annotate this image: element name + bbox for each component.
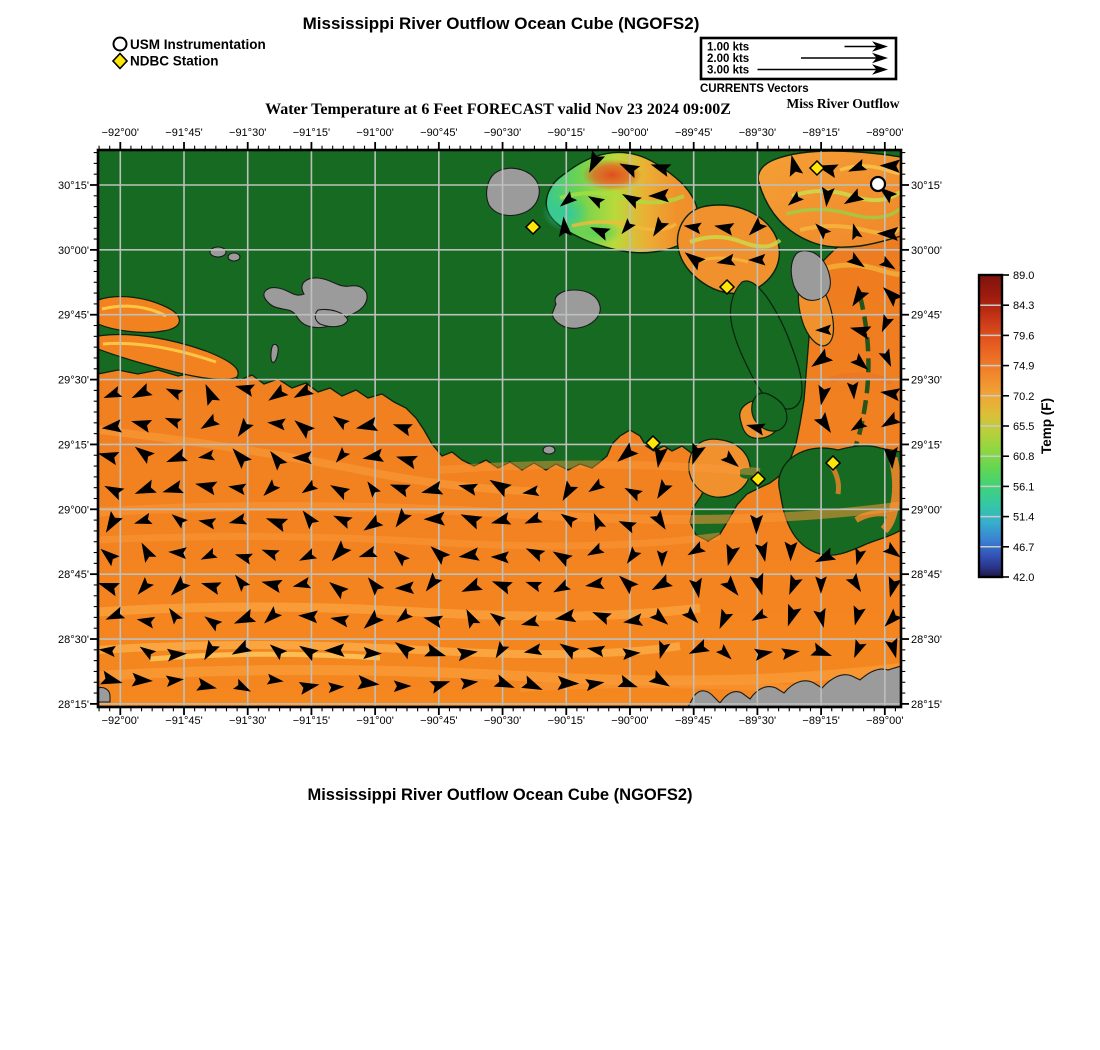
x-tick-label-top: −92°00' xyxy=(101,127,140,139)
vector-legend xyxy=(700,38,896,95)
x-tick-label-top: −90°30' xyxy=(483,127,522,139)
y-tick-label-right: 28°15' xyxy=(911,698,942,711)
colorbar xyxy=(979,270,1054,584)
x-tick-label-top: −91°15' xyxy=(292,127,331,139)
x-tick-label-bottom: −90°45' xyxy=(420,715,458,727)
x-tick-label-bottom: −91°15' xyxy=(292,715,331,727)
colorbar-tick-label: 42.0 xyxy=(1013,572,1035,584)
page-title: Mississippi River Outflow Ocean Cube (NGOFS2) xyxy=(302,14,700,33)
x-tick-label-top: −90°15' xyxy=(547,127,585,139)
vector-legend-arrows xyxy=(758,41,889,75)
colorbar-tick-label: 46.7 xyxy=(1013,541,1035,554)
map-canvas xyxy=(96,150,905,707)
y-tick-label-right: 30°00' xyxy=(911,244,942,257)
x-tick-label-top: −90°00' xyxy=(611,127,649,139)
colorbar-tick-label: 79.6 xyxy=(1013,330,1035,343)
y-tick-label-left: 28°45' xyxy=(58,569,89,582)
x-tick-label-bottom: −92°00' xyxy=(101,715,140,727)
x-tick-label-top: −90°45' xyxy=(420,127,458,139)
y-tick-label-right: 28°30' xyxy=(911,634,942,647)
y-tick-label-right: 30°15' xyxy=(911,180,942,192)
colorbar-tick-label: 74.9 xyxy=(1013,360,1035,373)
y-tick-label-right: 29°45' xyxy=(911,309,942,322)
colorbar-tick-label: 84.3 xyxy=(1013,300,1035,313)
x-tick-label-top: −89°15' xyxy=(802,127,840,139)
colorbar-tick-label: 70.2 xyxy=(1013,390,1035,403)
y-tick-label-left: 29°45' xyxy=(58,309,89,322)
ndbc-diamond-icon xyxy=(113,54,127,69)
vector-legend-label-2: 2.00 kts xyxy=(707,53,750,65)
footer-title: Mississippi River Outflow Ocean Cube (NGOFS2) xyxy=(307,786,693,804)
usm-instrumentation-marker xyxy=(871,177,885,191)
x-tick-label-top: −89°45' xyxy=(674,127,713,139)
y-tick-label-left: 29°30' xyxy=(58,374,89,387)
legend-label-usm: USM Instrumentation xyxy=(130,37,266,52)
y-tick-label-left: 29°00' xyxy=(58,504,89,517)
vector-legend-label-3: 3.00 kts xyxy=(707,64,750,77)
x-tick-label-top: −91°45' xyxy=(165,127,203,139)
colorbar-tick-label: 60.8 xyxy=(1013,451,1035,464)
x-tick-label-top: −91°30' xyxy=(229,127,267,139)
y-tick-label-right: 28°45' xyxy=(911,569,942,582)
gray-islet xyxy=(228,253,240,261)
y-tick-label-left: 30°00' xyxy=(58,244,89,257)
marker-legend xyxy=(113,37,266,69)
x-tick-label-bottom: −91°30' xyxy=(229,715,267,727)
legend-label-ndbc: NDBC Station xyxy=(130,53,219,69)
map-region-label: Miss River Outflow xyxy=(786,96,900,111)
y-tick-label-right: 29°00' xyxy=(911,504,942,517)
y-tick-label-right: 29°30' xyxy=(911,374,942,387)
gray-islet xyxy=(210,247,226,257)
currents-vectors-caption: CURRENTS Vectors xyxy=(700,83,809,95)
x-tick-label-top: −89°00' xyxy=(866,127,904,139)
forecast-subtitle: Water Temperature at 6 Feet FORECAST valid Nov 23 2024 09:00Z xyxy=(265,101,731,118)
colorbar-title: Temp (F) xyxy=(1039,398,1054,454)
x-tick-label-bottom: −89°00' xyxy=(866,715,904,727)
y-tick-label-left: 30°15' xyxy=(58,180,89,192)
colorbar-tick-label: 89.0 xyxy=(1013,270,1035,282)
y-tick-label-left: 29°15' xyxy=(58,439,89,452)
gray-islet xyxy=(543,446,555,454)
y-tick-label-right: 29°15' xyxy=(911,439,942,452)
x-tick-label-top: −89°30' xyxy=(738,127,777,139)
x-tick-label-bottom: −89°15' xyxy=(802,715,840,727)
map xyxy=(58,127,942,727)
colorbar-tick-label: 51.4 xyxy=(1013,511,1035,524)
x-tick-label-bottom: −90°00' xyxy=(611,715,649,727)
x-tick-label-bottom: −91°45' xyxy=(165,715,203,727)
x-tick-label-bottom: −89°30' xyxy=(738,715,777,727)
x-tick-label-bottom: −89°45' xyxy=(674,715,713,727)
x-tick-label-bottom: −91°00' xyxy=(356,715,394,727)
x-tick-label-top: −91°00' xyxy=(356,127,394,139)
usm-circle-icon xyxy=(114,38,127,51)
x-tick-label-bottom: −90°30' xyxy=(483,715,522,727)
y-tick-label-left: 28°30' xyxy=(58,634,89,647)
gray-island xyxy=(487,168,540,215)
x-tick-label-bottom: −90°15' xyxy=(547,715,585,727)
colorbar-tick-label: 56.1 xyxy=(1013,481,1035,494)
y-tick-label-left: 28°15' xyxy=(58,698,89,711)
colorbar-tick-label: 65.5 xyxy=(1013,421,1035,433)
vector-legend-label-1: 1.00 kts xyxy=(707,41,750,54)
